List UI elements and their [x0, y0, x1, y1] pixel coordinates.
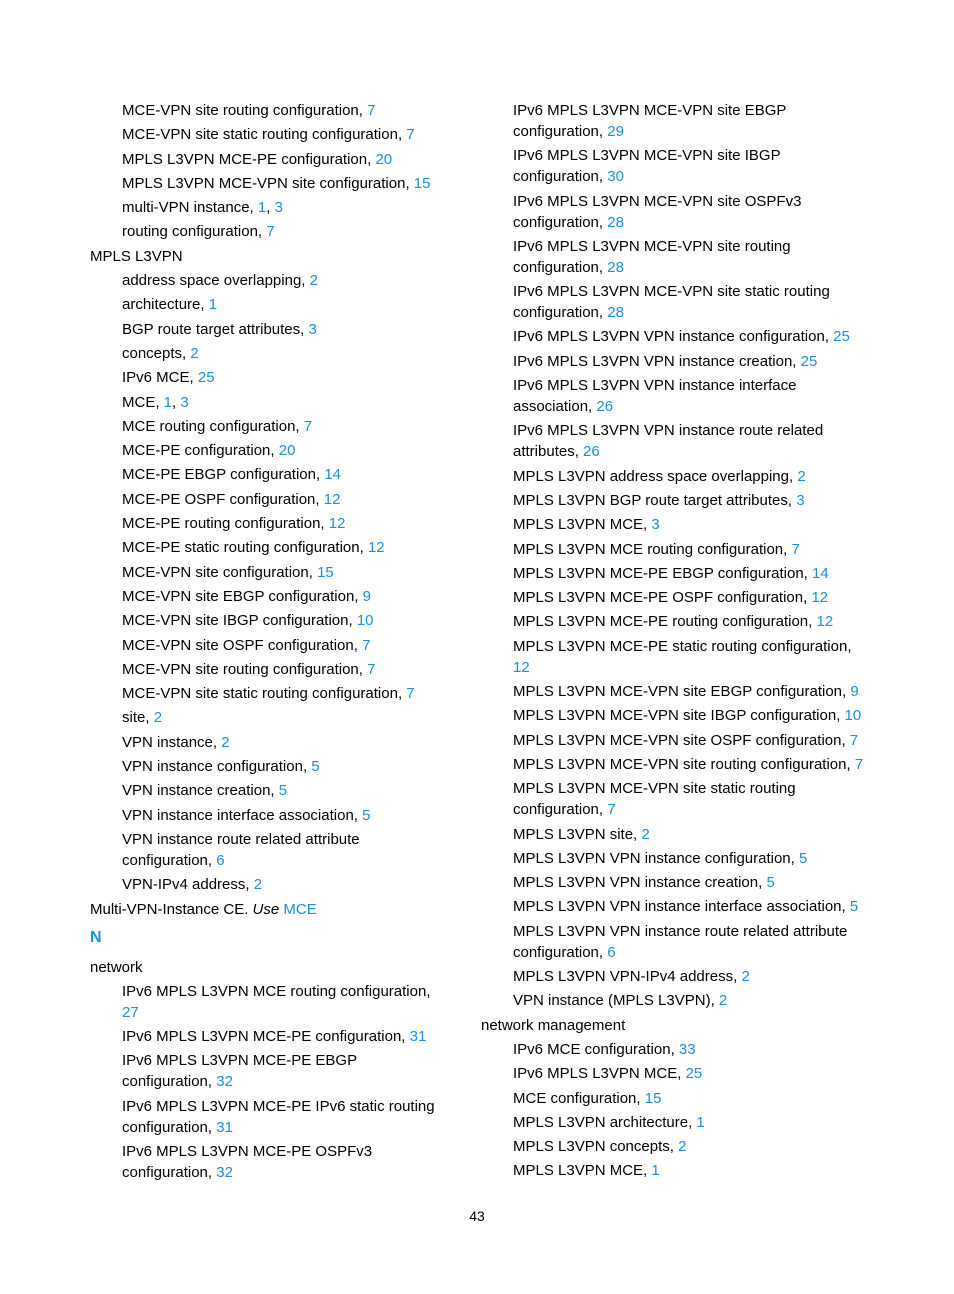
index-subentry: [90, 1050, 450, 1092]
index-subentry: [90, 367, 450, 388]
entry-text: MPLS L3VPN MCE-PE EBGP configuration,: [513, 564, 813, 582]
index-heading: [90, 899, 450, 920]
index-subentry: [481, 375, 871, 417]
page-link[interactable]: 7: [303, 417, 313, 435]
index-subentry: [90, 874, 450, 895]
index-subentry: [481, 100, 871, 142]
page-link[interactable]: 7: [266, 223, 275, 241]
entry-text: MPLS L3VPN address space overlapping,: [513, 467, 798, 485]
index-subentry: [481, 466, 871, 487]
page-link[interactable]: 9: [362, 587, 371, 605]
entry-text: IPv6 MPLS L3VPN MCE routing configuration,: [122, 982, 431, 1000]
page-link[interactable]: 5: [311, 758, 320, 776]
index-subentry: [481, 824, 871, 845]
entry-text: MPLS L3VPN MCE-PE static routing configuration,: [513, 637, 852, 655]
page-link[interactable]: 12: [811, 589, 829, 607]
index-subentry: [481, 1136, 871, 1157]
page-link[interactable]: 25: [800, 352, 818, 370]
page-link[interactable]: 12: [323, 490, 341, 508]
entry-text: site,: [122, 709, 154, 727]
index-subentry: [90, 610, 450, 631]
index-subentry: [90, 149, 450, 170]
index-subentry: [90, 780, 450, 801]
page-link[interactable]: 3: [274, 199, 283, 217]
page-link[interactable]: 14: [812, 564, 829, 582]
index-subentry: [90, 343, 450, 364]
entry-text: MPLS L3VPN MCE-VPN site routing configuration,: [513, 755, 855, 773]
index-subentry: [90, 319, 450, 340]
index-subentry: [90, 1141, 450, 1183]
page-link[interactable]: 27: [122, 1003, 139, 1021]
entry-text: IPv6 MPLS L3VPN MCE-PE OSPFv3 configuration,: [122, 1142, 373, 1181]
page-link[interactable]: 7: [607, 801, 616, 819]
index-subentry: [90, 416, 450, 437]
page-link[interactable]: 31: [216, 1118, 233, 1136]
index-subentry: [481, 490, 871, 511]
entry-text: IPv6 MPLS L3VPN MCE-PE IPv6 static routing configuration,: [122, 1097, 435, 1136]
page-link[interactable]: 20: [278, 442, 296, 460]
entry-text: MPLS L3VPN MCE-VPN site OSPF configuration,: [513, 731, 850, 749]
page-link[interactable]: 6: [607, 943, 616, 961]
index-subentry: [90, 221, 450, 242]
page-link[interactable]: 15: [644, 1089, 662, 1107]
index-subentry: [481, 872, 871, 893]
page-link[interactable]: 7: [406, 685, 415, 703]
entry-text: MCE-VPN site IBGP configuration,: [122, 612, 357, 630]
page-link[interactable]: 32: [216, 1073, 233, 1091]
entry-text: MPLS L3VPN: [90, 247, 183, 265]
index-heading: [481, 1015, 871, 1036]
entry-text: IPv6 MPLS L3VPN VPN instance creation,: [513, 352, 801, 370]
entry-text: MPLS L3VPN MCE-PE OSPF configuration,: [513, 589, 812, 607]
entry-text: VPN instance configuration,: [122, 758, 312, 776]
page-link[interactable]: 29: [607, 123, 624, 140]
page-link[interactable]: 26: [596, 398, 614, 416]
entry-text: Multi-VPN-Instance CE.: [90, 900, 253, 918]
entry-text: IPv6 MCE configuration,: [513, 1040, 679, 1058]
page-link[interactable]: 26: [583, 443, 600, 461]
entry-text: MPLS L3VPN MCE-VPN site IBGP configuration,: [513, 707, 845, 725]
entry-text: MPLS L3VPN MCE-VPN site static routing configuration,: [513, 780, 796, 819]
page-link[interactable]: 20: [375, 150, 393, 168]
index-subentry: [481, 539, 871, 560]
page-link[interactable]: 12: [513, 658, 530, 676]
entry-text: network management: [481, 1016, 626, 1034]
page-link[interactable]: 5: [278, 782, 288, 800]
index-subentry: [90, 173, 450, 194]
index-subentry: [481, 351, 871, 372]
entry-text: MPLS L3VPN MCE-PE configuration,: [122, 150, 376, 168]
entry-text: MCE-PE configuration,: [122, 442, 279, 460]
entry-text: MPLS L3VPN VPN-IPv4 address,: [513, 968, 742, 986]
entry-text: IPv6 MCE,: [122, 369, 198, 387]
page-link[interactable]: 7: [791, 540, 800, 558]
page-link[interactable]: 9: [850, 683, 859, 701]
entry-text: IPv6 MPLS L3VPN VPN instance interface association,: [513, 377, 797, 416]
entry-text: MCE-VPN site static routing configuration,: [122, 126, 407, 144]
page-link[interactable]: 10: [844, 707, 862, 725]
entry-text: routing configuration,: [122, 223, 267, 241]
page-link[interactable]: 25: [197, 369, 215, 387]
index-subentry: [481, 778, 871, 820]
index-subentry: [481, 921, 871, 963]
page-link[interactable]: 3: [180, 393, 189, 411]
index-subentry: [481, 420, 871, 462]
page-link[interactable]: 3: [308, 320, 317, 338]
entry-text: concepts,: [122, 344, 191, 362]
page-link[interactable]: 32: [216, 1163, 233, 1181]
page-link[interactable]: 1: [208, 296, 218, 314]
page-link[interactable]: 5: [798, 849, 808, 867]
page-link[interactable]: 25: [685, 1065, 703, 1083]
entry-text: MPLS L3VPN BGP route target attributes,: [513, 491, 797, 509]
page-link[interactable]: 2: [797, 467, 806, 485]
entry-text: network: [90, 958, 143, 976]
page-link[interactable]: 1: [696, 1113, 705, 1131]
page-link[interactable]: 30: [607, 168, 624, 186]
index-subentry: [481, 587, 871, 608]
page-link[interactable]: 12: [816, 613, 834, 631]
entry-text: MPLS L3VPN architecture,: [513, 1113, 697, 1131]
page-link[interactable]: 7: [362, 636, 371, 654]
entry-text: MCE-VPN site routing configuration,: [122, 102, 368, 119]
page-link[interactable]: 2: [153, 709, 163, 727]
entry-text: MCE-VPN site EBGP configuration,: [122, 587, 363, 605]
index-subentry: [90, 440, 450, 461]
entry-text: MCE-VPN site routing configuration,: [122, 660, 368, 678]
index-subentry: [481, 681, 871, 702]
entry-text: IPv6 MPLS L3VPN MCE-VPN site OSPFv3 configuration,: [513, 192, 802, 231]
page-link[interactable]: 33: [678, 1040, 696, 1058]
index-subentry: [481, 1088, 871, 1109]
page-link[interactable]: 25: [833, 328, 850, 346]
page-link[interactable]: 5: [362, 806, 371, 824]
index-subentry: [90, 707, 450, 728]
index-subentry: [90, 513, 450, 534]
entry-text: MCE configuration,: [513, 1089, 645, 1107]
index-subentry: [481, 145, 871, 187]
page-link[interactable]: 2: [221, 733, 230, 751]
index-column-left: [90, 100, 450, 1186]
entry-text: architecture,: [122, 296, 209, 314]
entry-text: VPN instance,: [122, 733, 222, 751]
entry-text: MCE-VPN site configuration,: [122, 563, 318, 581]
index-subentry: [481, 730, 871, 751]
index-subentry: [90, 635, 450, 656]
index-heading: [90, 957, 450, 978]
index-subentry: [90, 805, 450, 826]
entry-text: IPv6 MPLS L3VPN MCE-VPN site EBGP configuration,: [513, 102, 787, 140]
entry-text: MCE-PE static routing configuration,: [122, 539, 368, 557]
index-subentry: [481, 1039, 871, 1060]
page-link[interactable]: 7: [849, 731, 859, 749]
page-link[interactable]: 3: [651, 516, 660, 534]
page-link[interactable]: 28: [607, 258, 624, 276]
entry-text: IPv6 MPLS L3VPN VPN instance route related attributes,: [513, 422, 824, 461]
page-link[interactable]: 5: [849, 898, 859, 916]
index-heading: [90, 246, 450, 267]
entry-text: VPN instance route related attribute configuration,: [122, 830, 360, 869]
page-link[interactable]: 31: [409, 1028, 427, 1046]
entry-text: IPv6 MPLS L3VPN MCE-PE EBGP configuration,: [122, 1052, 357, 1091]
entry-text: MPLS L3VPN MCE-VPN site EBGP configuration,: [513, 683, 851, 701]
index-subentry: [481, 563, 871, 584]
entry-text: BGP route target attributes,: [122, 320, 309, 338]
index-subentry: [481, 754, 871, 775]
index-subentry: [90, 981, 450, 1023]
entry-text: VPN instance interface association,: [122, 806, 363, 824]
entry-text: MCE-VPN site static routing configuration,: [122, 685, 407, 703]
entry-text: MCE-PE routing configuration,: [122, 515, 329, 533]
index-subentry: [481, 611, 871, 632]
page-link[interactable]: 2: [309, 272, 318, 290]
entry-text: MPLS L3VPN MCE-PE routing configuration,: [513, 613, 817, 631]
index-subentry: [481, 191, 871, 233]
page-link[interactable]: 5: [766, 874, 775, 892]
page-link[interactable]: 2: [190, 344, 199, 362]
index-subentry: [90, 100, 450, 121]
page-link[interactable]: 7: [854, 755, 864, 773]
entry-text: MPLS L3VPN VPN instance configuration,: [513, 849, 799, 867]
entry-text: MCE-PE EBGP configuration,: [122, 466, 325, 484]
entry-text: VPN-IPv4 address,: [122, 876, 254, 894]
index-subentry: [90, 756, 450, 777]
index-subentry: [481, 990, 871, 1011]
page-link[interactable]: 15: [317, 563, 334, 581]
entry-text: MCE,: [122, 393, 164, 411]
entry-text: VPN instance creation,: [122, 782, 279, 800]
entry-text: MCE-VPN site OSPF configuration,: [122, 636, 363, 654]
entry-text: VPN instance (MPLS L3VPN),: [513, 992, 719, 1010]
page-link[interactable]: 12: [328, 515, 346, 533]
page-link[interactable]: 7: [406, 126, 415, 144]
page-link[interactable]: 2: [253, 876, 263, 894]
page-link[interactable]: 3: [796, 491, 805, 509]
section-letter: N: [90, 928, 102, 946]
see-reference-label: Use: [252, 900, 280, 918]
entry-text: MPLS L3VPN concepts,: [513, 1138, 679, 1156]
index-subentry: [90, 1096, 450, 1138]
index-subentry: [481, 514, 871, 535]
entry-text: MCE routing configuration,: [122, 417, 304, 435]
index-subentry: [90, 659, 450, 680]
index-subentry: [481, 896, 871, 917]
entry-text: IPv6 MPLS L3VPN MCE-PE configuration,: [122, 1028, 410, 1046]
page-link[interactable]: 28: [607, 304, 624, 322]
index-subentry: [90, 1026, 450, 1047]
entry-text: MPLS L3VPN VPN instance interface association,: [513, 898, 850, 916]
entry-text: IPv6 MPLS L3VPN MCE-VPN site routing configuration,: [513, 237, 791, 276]
entry-text: MPLS L3VPN site,: [513, 825, 642, 843]
index-subentry: [481, 1112, 871, 1133]
entry-text: MPLS L3VPN VPN instance route related attribute configuration,: [513, 922, 848, 961]
see-reference-link[interactable]: MCE: [283, 900, 317, 918]
index-subentry: multi-VPN instance, 1, 3: [122, 199, 283, 217]
index-subentry: [481, 966, 871, 987]
entry-text: IPv6 MPLS L3VPN MCE-VPN site static routing configuration,: [513, 283, 830, 322]
index-subentry: [90, 732, 450, 753]
index-subentry: [481, 1063, 871, 1084]
entry-text: MPLS L3VPN MCE,: [513, 1162, 652, 1180]
entry-text: MPLS L3VPN MCE,: [513, 516, 652, 534]
index-subentry: [90, 270, 450, 291]
index-subentry: [90, 124, 450, 145]
page-link[interactable]: 1: [163, 393, 173, 411]
index-subentry: [481, 636, 871, 678]
page-link[interactable]: 2: [718, 992, 728, 1010]
index-subentry: [481, 281, 871, 323]
page-link[interactable]: 1: [651, 1162, 660, 1180]
index-subentry: [481, 236, 871, 278]
page-link[interactable]: 15: [413, 174, 431, 192]
page-link[interactable]: 2: [641, 825, 650, 843]
entry-text: MPLS L3VPN MCE-VPN site configuration,: [122, 174, 414, 192]
page-link[interactable]: 10: [356, 612, 374, 630]
index-subentry: [90, 683, 450, 704]
index-subentry: [481, 705, 871, 726]
entry-text: MPLS L3VPN VPN instance creation,: [513, 874, 767, 892]
page-link[interactable]: 2: [678, 1138, 687, 1156]
index-subentry: [90, 586, 450, 607]
index-subentry: MCE, 1, 3: [122, 393, 189, 411]
index-subentry: [481, 1160, 871, 1181]
page-link[interactable]: 6: [216, 851, 225, 869]
index-subentry: [481, 848, 871, 869]
entry-text: IPv6 MPLS L3VPN MCE,: [513, 1065, 686, 1083]
index-subentry: [90, 537, 450, 558]
entry-text: MPLS L3VPN MCE routing configuration,: [513, 540, 792, 558]
page-link[interactable]: 28: [607, 213, 624, 231]
index-subentry: [90, 464, 450, 485]
entry-text: IPv6 MPLS L3VPN VPN instance configuration,: [513, 328, 834, 346]
index-subentry: [90, 294, 450, 315]
entry-text: MCE-PE OSPF configuration,: [122, 490, 324, 508]
index-subentry: [90, 489, 450, 510]
index-subentry: [90, 829, 450, 871]
page-link[interactable]: 7: [367, 102, 376, 119]
page-number: 43: [469, 1208, 485, 1224]
page-link[interactable]: 2: [741, 968, 750, 986]
page-link[interactable]: 14: [324, 466, 341, 484]
page-link[interactable]: 1: [257, 199, 267, 217]
entry-text: address space overlapping,: [122, 272, 310, 290]
page-link[interactable]: 12: [367, 539, 385, 557]
index-subentry: [90, 562, 450, 583]
index-column-right: [481, 100, 871, 1185]
index-subentry: [481, 326, 871, 347]
entry-text: multi-VPN instance,: [122, 199, 258, 217]
entry-text: IPv6 MPLS L3VPN MCE-VPN site IBGP configuration,: [513, 147, 781, 186]
page-link[interactable]: 7: [367, 660, 376, 678]
